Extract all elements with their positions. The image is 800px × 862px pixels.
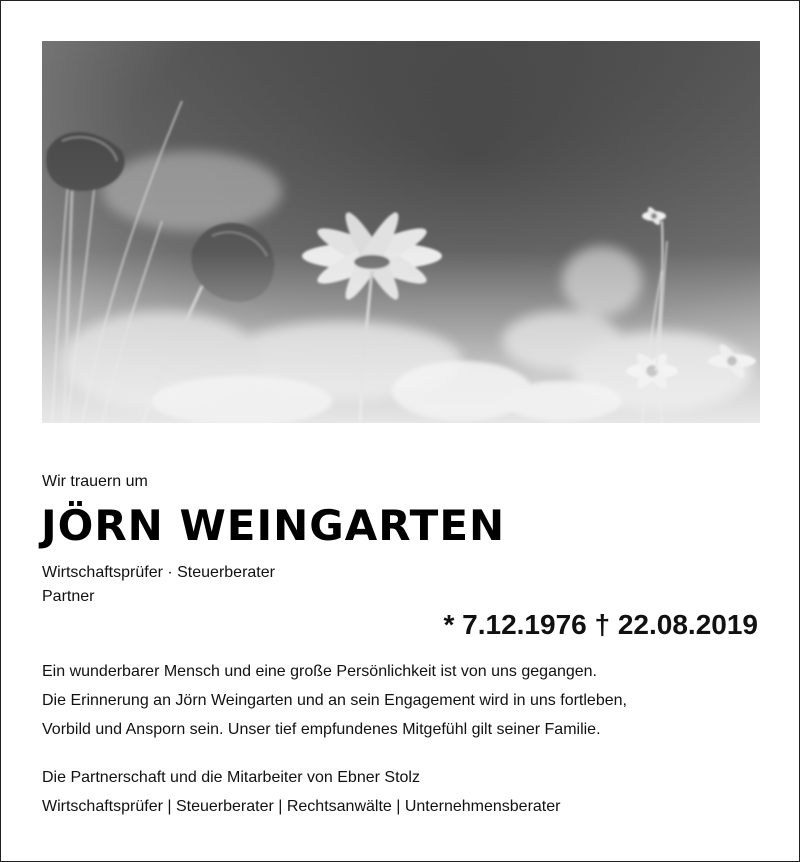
sender-line: Wirtschaftsprüfer | Steuerberater | Rechtsanwälte | Unternehmensberater <box>42 798 561 815</box>
sender-block <box>42 763 560 821</box>
meadow-flowers-photo <box>42 41 760 423</box>
role-block <box>42 561 275 609</box>
condolence-line: Ein wunderbarer Mensch und eine große Persönlichkeit ist von uns gegangen. <box>42 663 597 680</box>
deceased-name: JÖRN WEINGARTEN <box>41 501 506 550</box>
condolence-line: Die Erinnerung an Jörn Weingarten und an sein Engagement wird in uns fortleben, <box>42 692 627 709</box>
role-line: Partner <box>42 588 95 605</box>
flowers-illustration <box>42 41 760 423</box>
condolence-text <box>42 657 627 744</box>
role-line: Wirtschaftsprüfer · Steuerberater <box>42 564 275 581</box>
life-dates: * 7.12.1976 † 22.08.2019 <box>443 609 758 640</box>
intro-text: Wir trauern um <box>42 473 148 490</box>
sender-line: Die Partnerschaft und die Mitarbeiter von Ebner Stolz <box>42 769 420 786</box>
condolence-line: Vorbild und Ansporn sein. Unser tief empfundenes Mitgefühl gilt seiner Familie. <box>42 721 601 738</box>
